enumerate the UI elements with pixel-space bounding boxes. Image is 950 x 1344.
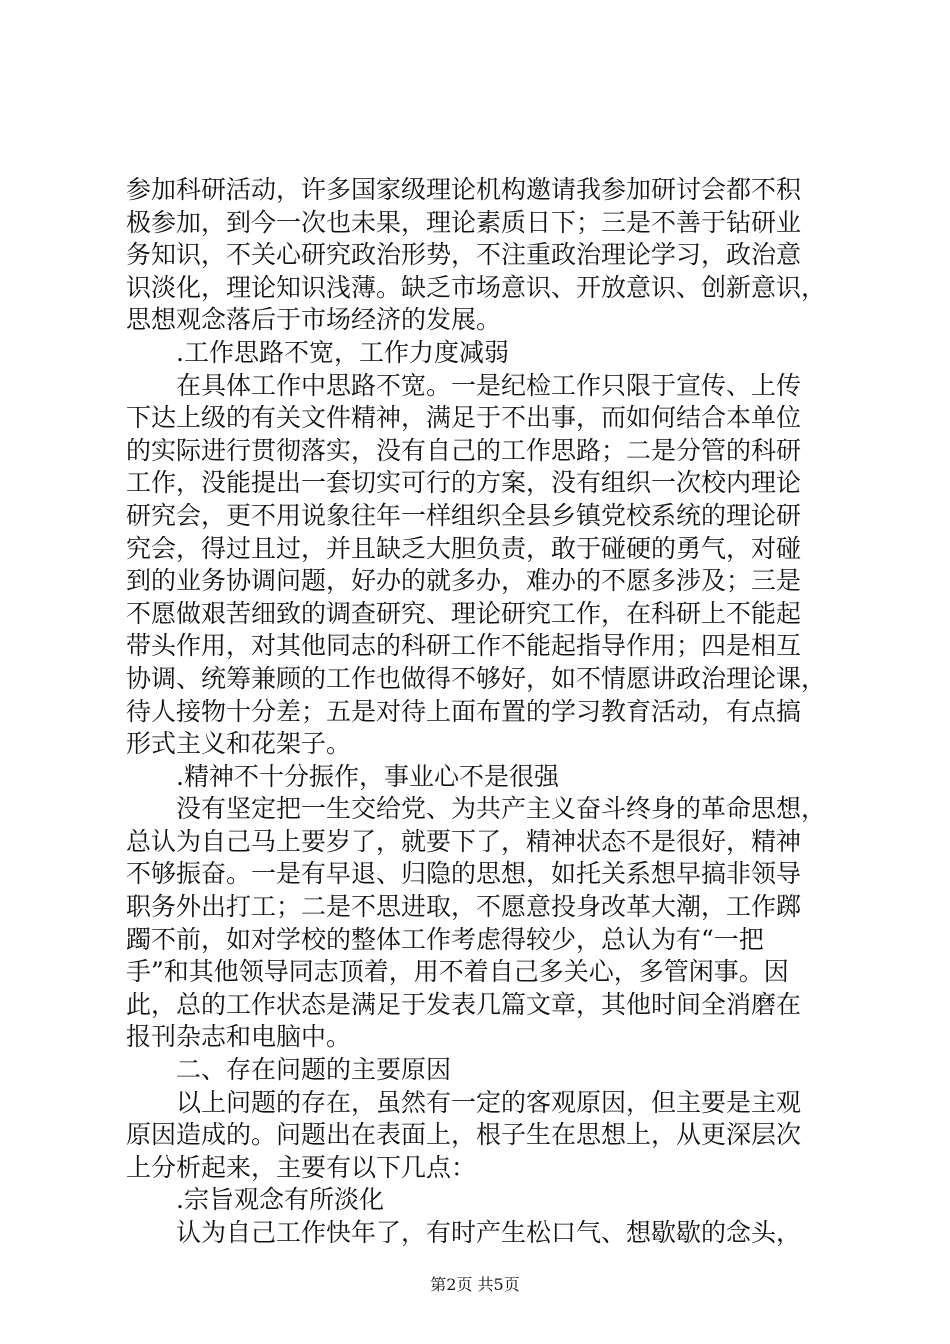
text-line: 认为自己工作快年了，有时产生松口气、想歇歇的念头， xyxy=(126,1218,802,1247)
text-line: 职务外出打工；二是不思进取，不愿意投身改革大潮，工作踯 xyxy=(126,892,802,922)
text-line: 的实际进行贯彻落实，没有自己的工作思路；二是分管的科研 xyxy=(126,435,802,465)
page-footer: 第2页 共5页 xyxy=(430,1275,520,1294)
text-line: 形式主义和花架子。 xyxy=(126,729,352,759)
text-line: 报刊杂志和电脑中。 xyxy=(126,1022,352,1052)
text-line: 二、存在问题的主要原因 xyxy=(126,1055,452,1085)
body-text xyxy=(126,174,830,1250)
text-line: 下达上级的有关文件精神，满足于不出事，而如何结合本单位 xyxy=(126,403,802,433)
text-line: 在具体工作中思路不宽。一是纪检工作只限于宣传、上传 xyxy=(126,370,802,400)
text-line: 没有坚定把一生交给党、为共产主义奋斗终身的革命思想， xyxy=(126,794,827,824)
text-line: 不够振奋。一是有早退、归隐的思想，如托关系想早搞非领导 xyxy=(126,859,802,889)
text-line: 原因造成的。问题出在表面上，根子生在思想上，从更深层次 xyxy=(126,1120,802,1150)
text-line: 参加科研活动，许多国家级理论机构邀请我参加研讨会都不积 xyxy=(126,175,802,204)
text-line: .宗旨观念有所淡化 xyxy=(126,1185,384,1215)
text-line: 不愿做艰苦细致的调查研究、理论研究工作，在科研上不能起 xyxy=(126,598,802,628)
text-line: 手”和其他领导同志顶着，用不着自己多关心，多管闲事。因 xyxy=(126,957,789,987)
text-line: 研究会，更不用说象往年一样组织全县乡镇党校系统的理论研 xyxy=(126,500,802,530)
text-line: 思想观念落后于市场经济的发展。 xyxy=(126,305,502,335)
text-line: 躅不前，如对学校的整体工作考虑得较少，总认为有“一把 xyxy=(126,924,764,954)
text-line: 工作，没能提出一套切实可行的方案，没有组织一次校内理论 xyxy=(126,468,802,498)
text-line: 到的业务协调问题，好办的就多办，难办的不愿多涉及；三是 xyxy=(126,566,802,596)
text-line: 待人接物十分差；五是对待上面布置的学习教育活动，有点搞 xyxy=(126,696,802,726)
text-line: 带头作用，对其他同志的科研工作不能起指导作用；四是相互 xyxy=(126,631,802,661)
text-line: .工作思路不宽，工作力度减弱 xyxy=(126,337,509,367)
text-line: 总认为自己马上要岁了，就要下了，精神状态不是很好，精神 xyxy=(126,826,802,856)
text-line: .精神不十分振作，事业心不是很强 xyxy=(126,761,559,791)
text-line: 以上问题的存在，虽然有一定的客观原因，但主要是主观 xyxy=(126,1087,802,1117)
text-line: 此，总的工作状态是满足于发表几篇文章，其他时间全消磨在 xyxy=(126,989,802,1019)
text-line: 务知识，不关心研究政治形势，不注重政治理论学习，政治意 xyxy=(126,240,802,270)
text-line: 极参加，到今一次也未果，理论素质日下；三是不善于钻研业 xyxy=(126,207,802,237)
text-line: 究会，得过且过，并且缺乏大胆负责，敢于碰硬的勇气，对碰 xyxy=(126,533,802,563)
text-line: 协调、统筹兼顾的工作也做得不够好，如不情愿讲政治理论课， xyxy=(126,663,827,693)
text-line: 识淡化，理论知识浅薄。缺乏市场意识、开放意识、创新意识， xyxy=(126,272,827,302)
text-line: 上分析起来，主要有以下几点： xyxy=(126,1152,477,1182)
